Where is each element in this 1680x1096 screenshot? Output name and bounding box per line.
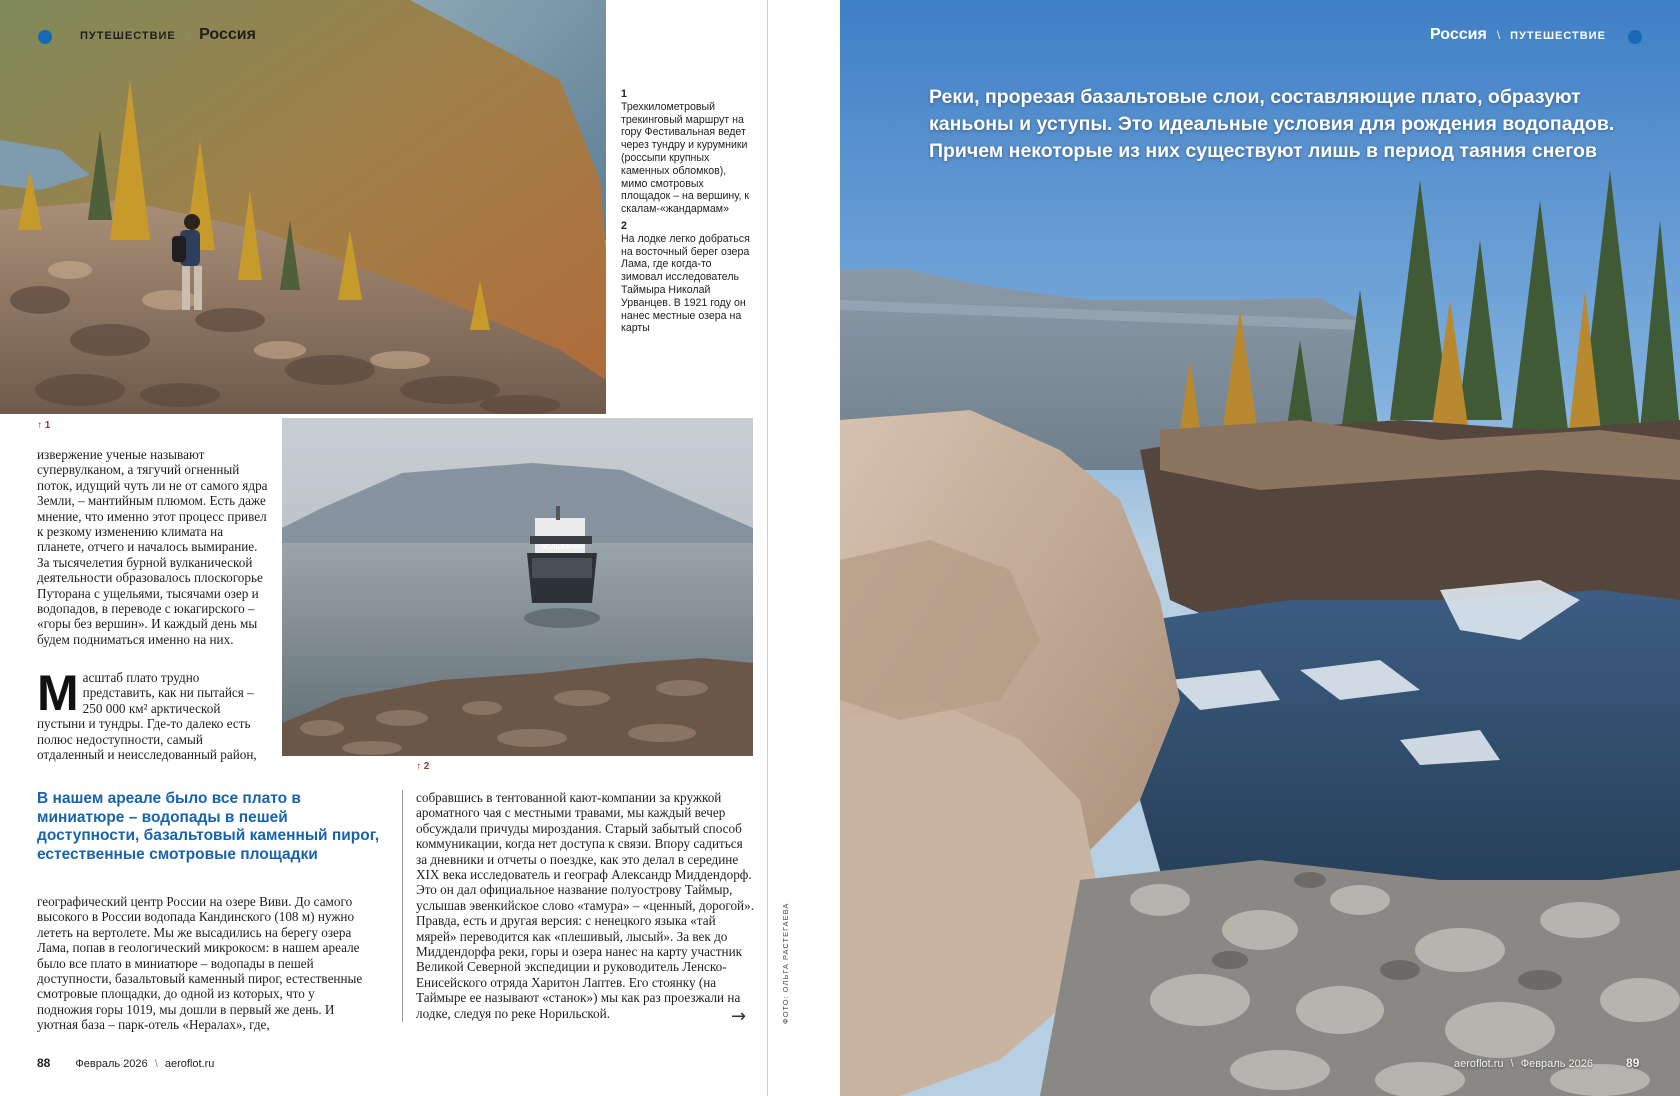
page-number: 88 bbox=[37, 1056, 51, 1070]
footer-site: aeroflot.ru bbox=[1454, 1058, 1504, 1070]
column1-paragraph3: географический центр России на озере Виви. До самого высокого в России водопада Кандинского (108 м) нужно лететь на вертолете. Мы же высадились на берегу озера Лама, попав в геологический микрокосм: в нашем ареале было все плато в миниатюре – водопады в пешей доступности, базальтовый каменный пирог, естественные смотровые площадки, до одной из которых, что у подножия горы 1019, мы дошли в первый же день. И уютная база – парк-отель «Нералах», где, bbox=[37, 894, 363, 1033]
column2-paragraph1: собравшись в тентованной кают-компании за кружкой ароматного чая с местными травами, мы каждый вечер обсуждали причуды мироздания. Старый забытый способ коммуникации, когда нет доступа к связи. Впору садиться за дневники и отчеты о поездке, как это делал в середине XIX века исследователь и географ Александр Миддендорф. Это он дал официальное название полуострову Таймыр, услышав эвенкийское слово «тамура» – «ценный, дорогой». Правда, есть и другая версия: с ненецкого языка «тай мярей» переводится как «плешивый, лысый». За век до Миддендорфа реки, горы и озера нанес на карту участник Великой Северной экспедиции и руководитель Ленско-Енисейского отряда Харитон Лаптев. Его стоянку (на Таймыре ее называют «станок») мы как раз проезжали на лодке, следуя по реке Норильской. bbox=[416, 790, 754, 1021]
footer-separator: \ bbox=[154, 1058, 158, 1070]
caption-2 bbox=[621, 220, 753, 335]
header-region: Россия bbox=[1430, 26, 1487, 43]
column1-paragraph2-text: асштаб плато трудно представить, как ни пытайся – 250 000 км² арктической пустыни и тундры. Где-то далеко есть полюс недоступности, самый отдаленный и неисследованный район, bbox=[37, 670, 257, 763]
header-region: Россия bbox=[199, 26, 256, 43]
left-running-header bbox=[80, 26, 256, 44]
header-section: ПУТЕШЕСТВИЕ bbox=[1510, 30, 1606, 42]
column1-paragraph1: извержение ученые называют супервулканом, а тягучий огненный поток, идущий чуть ли не от самого ядра Земли, – мантийным плюмом. Есть даже мнение, что именно этот процесс привел к резкому изменению климата на планете, отчего и началось вымирание. За тысячелетия бурной вулканической деятельности образовалось плоскогорье Путорана с ущельями, тысячами озер и водопадов, в переводе с юкагирского – «горы без вершин». И каждый день мы будем подниматься именно на них. bbox=[37, 447, 268, 647]
quote-line: Реки, прорезая базальтовые слои, составляющие плато, образуют bbox=[929, 86, 1581, 108]
footer-site: aeroflot.ru bbox=[164, 1058, 215, 1070]
caption-text: На лодке легко добраться на восточный берег озера Лама, где когда-то зимовал исследователь Таймыра Николай Урванцев. В 1921 году он нанес местные озера на карты bbox=[621, 232, 750, 335]
page-number: 89 bbox=[1626, 1056, 1640, 1070]
overlay-quote bbox=[929, 84, 1649, 165]
header-dot-right bbox=[1628, 30, 1642, 44]
photo1-ref: ↑ 1 bbox=[37, 420, 51, 431]
caption-number: 2 bbox=[621, 220, 627, 232]
caption-number: 1 bbox=[621, 88, 627, 100]
photo-credit: ФОТО: ОЛЬГА РАСТЕГАЕВА bbox=[781, 902, 790, 1024]
pull-quote: В нашем ареале было все плато в миниатюре – водопады в пешей доступности, базальтовый каменный пирог, естественные смотровые площадки bbox=[37, 790, 380, 863]
footer-separator: \ bbox=[1510, 1058, 1514, 1070]
dropcap: М bbox=[37, 665, 79, 721]
right-running-header bbox=[1430, 26, 1606, 44]
right-footer bbox=[1454, 1056, 1639, 1070]
column1-paragraph2 bbox=[37, 665, 269, 763]
caption-1 bbox=[621, 88, 753, 216]
header-separator: \ bbox=[185, 28, 190, 42]
gutter-line bbox=[767, 0, 768, 1096]
column-rule bbox=[402, 790, 403, 1022]
quote-line: каньоны и уступы. Это идеальные условия для рождения водопадов. bbox=[929, 113, 1615, 135]
footer-issue: Февраль 2026 bbox=[1520, 1058, 1593, 1070]
left-footer bbox=[37, 1056, 214, 1070]
header-separator: \ bbox=[1496, 28, 1501, 42]
continue-arrow: → bbox=[731, 1006, 747, 1027]
quote-line: Причем некоторые из них существуют лишь в период таяния снегов bbox=[929, 140, 1597, 162]
footer-issue: Февраль 2026 bbox=[75, 1058, 148, 1070]
photo2-ref: ↑ 2 bbox=[416, 761, 430, 772]
header-dot bbox=[38, 30, 52, 44]
photo-boat-lake bbox=[282, 418, 753, 756]
header-section: ПУТЕШЕСТВИЕ bbox=[80, 30, 176, 42]
photo-hiker-slope bbox=[0, 0, 606, 414]
caption-text: Трехкилометровый трекинговый маршрут на гору Фестивальная ведет через тундру и курумники (россыпи крупных каменных обломков), мимо смотровых площадок – на вершину, к скалам-«жандармам» bbox=[621, 100, 750, 216]
boat-name: ВОЛШЕБНИК bbox=[541, 544, 586, 551]
